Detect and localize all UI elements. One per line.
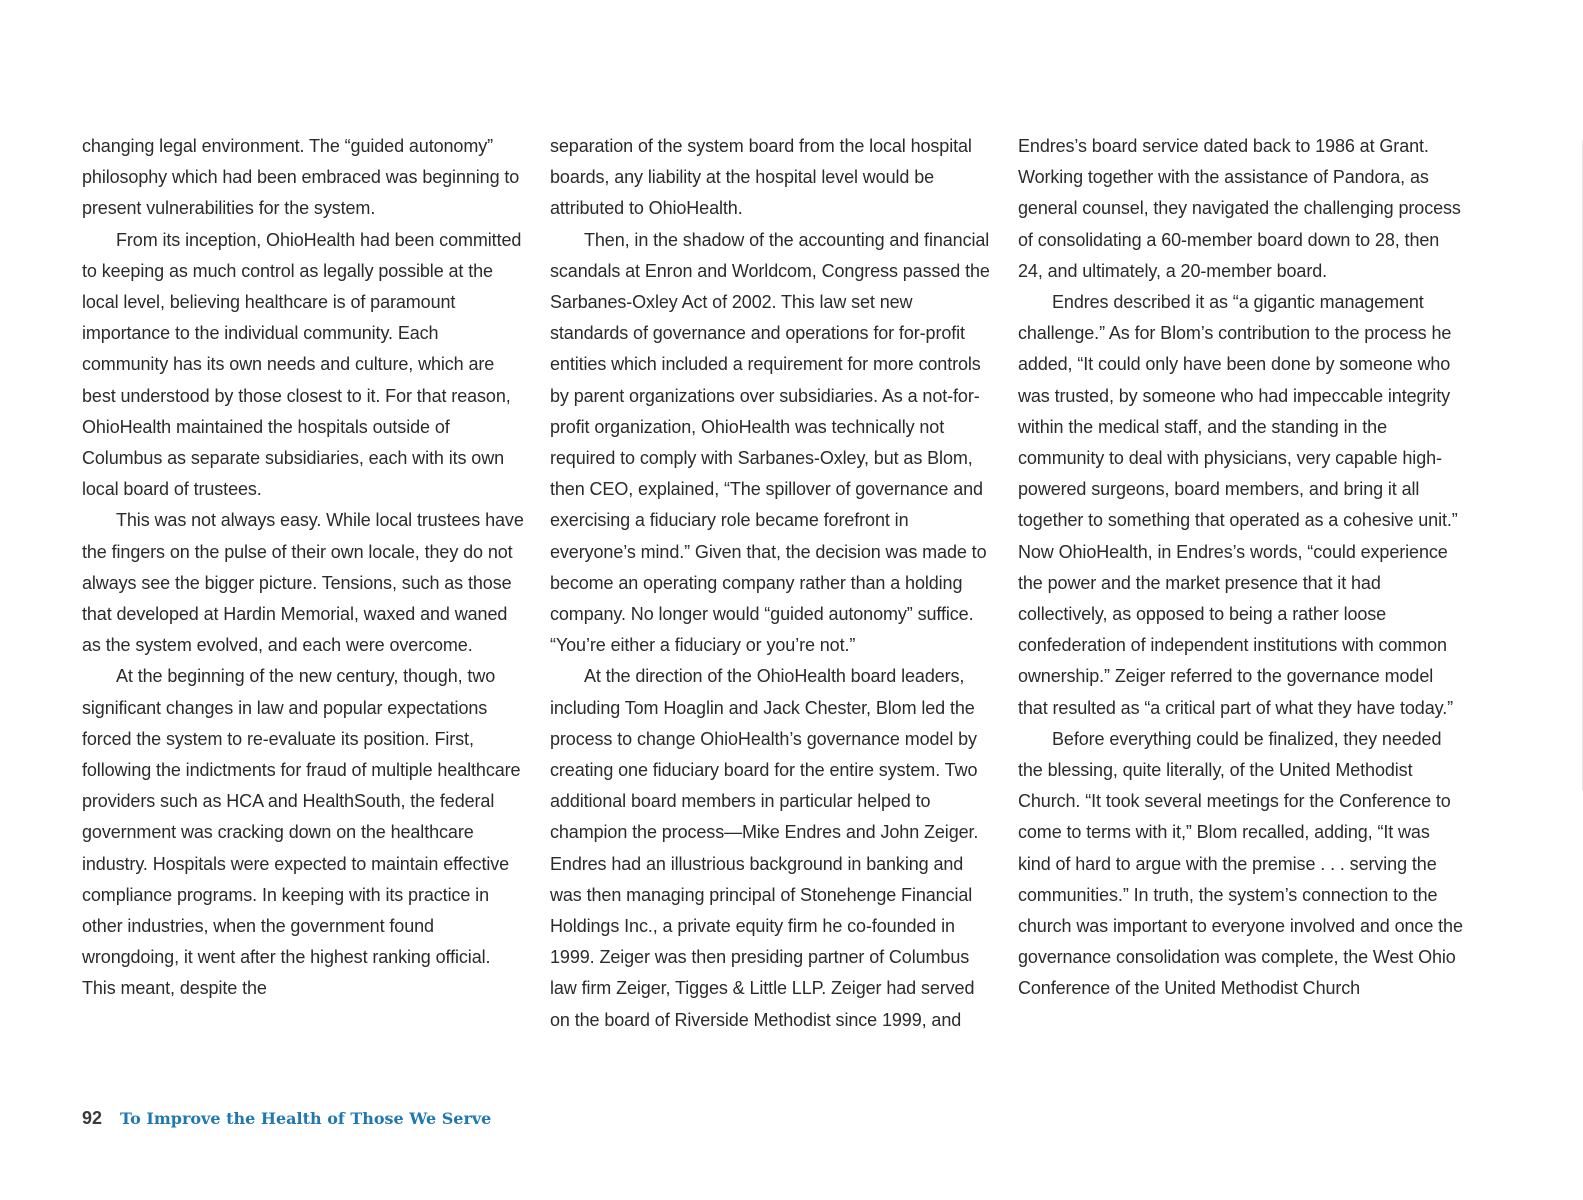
page-number: 92 — [82, 1108, 103, 1128]
running-title: To Improve the Health of Those We Serve — [120, 1109, 492, 1128]
paragraph: changing legal environment. The “guided autonomy” philosophy which had been embraced was beginning to present vulnerabilities for the system. — [82, 136, 520, 219]
text-column-2 — [550, 131, 995, 1036]
text-column-1 — [82, 131, 527, 1005]
paragraph: separation of the system board from the local hospital boards, any liability at the hospital level would be attributed to OhioHealth. — [550, 136, 972, 219]
text-column-3 — [1018, 131, 1463, 1005]
paragraph: At the beginning of the new century, though, two significant changes in law and popular expectations forced the system to re-evaluate its position. First, following the indictments for fraud of multiple healthcare providers such as HCA and HealthSouth, the federal government was cracking down on the healthcare industry. Hospitals were expected to maintain effective compliance programs. In keeping with its practice in other industries, when the government found wrongdoing, it went after the highest ranking official. This meant, despite the — [82, 666, 521, 999]
paragraph: At the direction of the OhioHealth board leaders, including Tom Hoaglin and Jack Chester, Blom led the process to change OhioHealth’s governance model by creating one fiduciary board for the entire system. Two additional board members in particular helped to champion the process—Mike Endres and John Zeiger. Endres had an illustrious background in banking and was then managing principal of Stonehenge Financial Holdings Inc., a private equity firm he co-founded in 1999. Zeiger was then presiding partner of Columbus law firm Zeiger, Tigges & Little LLP. Zeiger had served on the board of Riverside Methodist since 1999, and — [550, 666, 979, 1030]
paragraph: Endres’s board service dated back to 1986 at Grant. Working together with the assistance of Pandora, as general counsel, they navigated the challenging process of consolidating a 60-member board down to 28, then 24, and ultimately, a 20-member board. — [1018, 136, 1461, 281]
paragraph: Before everything could be finalized, they needed the blessing, quite literally, of the United Methodist Church. “It took several meetings for the Conference to come to terms with it,” Blom recalled, adding, “It was kind of hard to argue with the premise . . . serving the communities.” In truth, the system’s connection to the church was important to everyone involved and once the governance consolidation was complete, the West Ohio Conference of the United Methodist Church — [1018, 728, 1463, 999]
page-footer — [82, 1108, 491, 1134]
paragraph: From its inception, OhioHealth had been committed to keeping as much control as legally possible at the local level, believing healthcare is of paramount importance to the individual community. Each community has its own needs and culture, which are best understood by those closest to it. For that reason, OhioHealth maintained the hospitals outside of Columbus as separate subsidiaries, each with its own local board of trustees. — [82, 229, 522, 500]
paragraph: This was not always easy. While local trustees have the fingers on the pulse of their own locale, they do not always see the bigger picture. Tensions, such as those that developed at Hardin Memorial, waxed and waned as the system evolved, and each were overcome. — [82, 510, 524, 656]
paragraph: Then, in the shadow of the accounting and financial scandals at Enron and Worldcom, Congress passed the Sarbanes-Oxley Act of 2002. This law set new standards of governance and operations for for-profit entities which included a requirement for more controls by parent organizations over subsidiaries. As a not-for-profit organization, OhioHealth was technically not required to comply with Sarbanes-Oxley, but as Blom, then CEO, explained, “The spillover of governance and exercising a fiduciary role became forefront in everyone’s mind.” Given that, the decision was made to become an operating company rather than a holding company. No longer would “guided autonomy” suffice. “You’re either a fiduciary or you’re not.” — [550, 229, 990, 656]
paragraph: Endres described it as “a gigantic management challenge.” As for Blom’s contribution to the process he added, “It could only have been done by someone who was trusted, by someone who had impeccable integrity within the medical staff, and the standing in the community to deal with physicians, very capable high-powered surgeons, board members, and bring it all together to something that operated as a cohesive unit.” Now OhioHealth, in Endres’s words, “could experience the power and the market presence that it had collectively, as opposed to being a rather loose confederation of independent institutions with common ownership.” Zeiger referred to the governance model that resulted as “a critical part of what they have today.” — [1018, 292, 1458, 718]
